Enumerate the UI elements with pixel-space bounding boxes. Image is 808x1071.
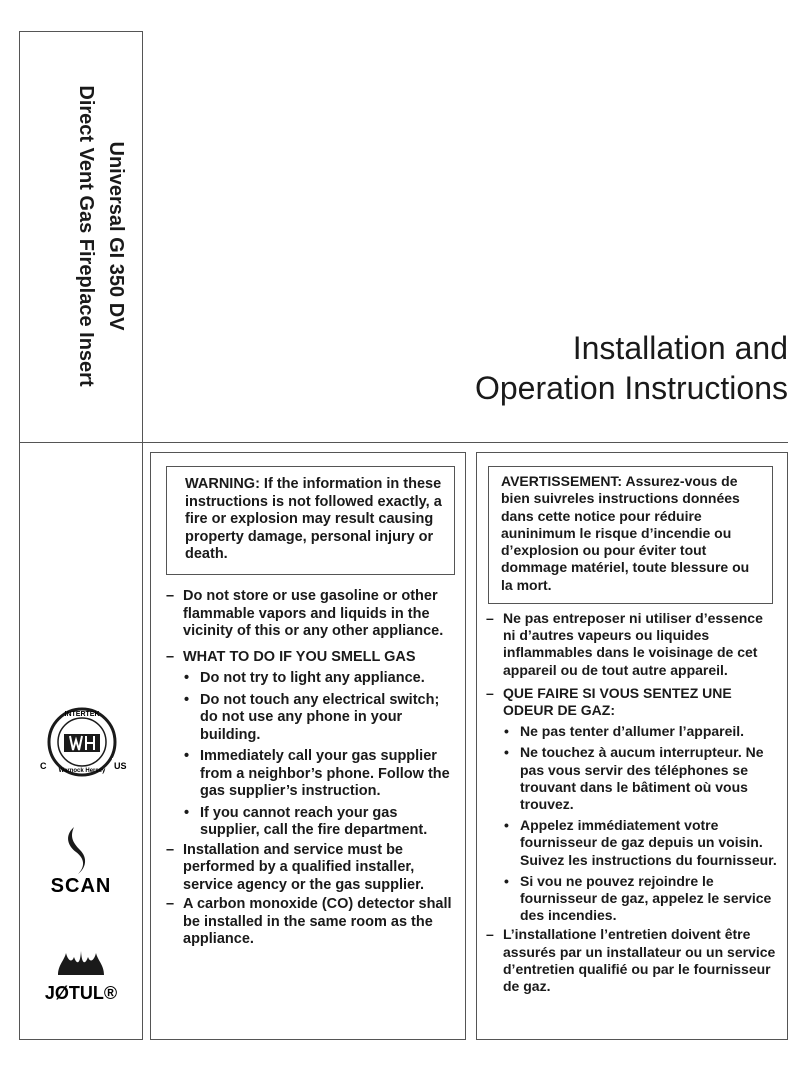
model-name: Universal GI 350 DV xyxy=(105,141,127,331)
bullet-item: • Ne pas tenter d’allumer l’appareil. xyxy=(504,723,745,740)
english-warning-box xyxy=(166,466,455,575)
bullet-text: Do not touch any electrical switch; do not use any phone in your building. xyxy=(200,691,440,743)
english-warning-text: WARNING: If the information in these instructions is not followed exactly, a fire or explosion may result causing property damage, personal injury or death. xyxy=(185,476,442,562)
list-item: – Installation and service must be performed by a qualified installer, service agency or the gas supplier. xyxy=(166,841,424,893)
english-item3-text: Installation and service must be performed by a qualified installer, service agency or the gas supplier. xyxy=(183,841,424,893)
bullet-item: • Do not try to light any appliance. xyxy=(184,670,425,686)
english-item1-text: Do not store or use gasoline or other flammable vapors and liquids in the vicinity of this or any other appliance. xyxy=(183,588,444,639)
list-item: – QUE FAIRE SI VOUS SENTEZ UNE ODEUR DE GAZ: xyxy=(486,684,732,719)
french-warning-text: AVERTISSEMENT: Assurez-vous de bien suivreles instructions données dans cette notice pour réduire auninimum le risque d’incendie ou d’explosion ou pour éviter tout dommage matériel, toute blessure ou la mort. xyxy=(501,473,750,593)
english-gas-bullets xyxy=(166,670,458,840)
page-title-line2: Operation Instructions xyxy=(474,370,788,406)
french-gas-heading: QUE FAIRE SI VOUS SENTEZ UNE ODEUR DE GAZ: xyxy=(503,684,732,719)
bullet-item: • Immediately call your gas supplier from a neighbor’s phone. Follow the gas supplier’s instruction. xyxy=(184,748,450,799)
cert-c-label: C xyxy=(40,761,47,771)
bullet-item: • Ne touchez à aucum interrupteur. Ne pas vous servir des téléphones se trouvant dans le bâtiment où vous trouvez. xyxy=(504,744,764,813)
bullet-item: • Appelez immédiatement votre fournisseur de gaz depuis un voisin. Suivez les instructions du fournisseur. xyxy=(504,817,777,868)
jotul-logo xyxy=(36,945,126,1005)
french-item3-text: L’installatione l’entretien doivent être assurés par un installateur ou un service d’entretien qualifié ou par le fournisseur de gaz. xyxy=(503,926,776,995)
model-description: Direct Vent Gas Fireplace Insert xyxy=(75,85,97,387)
model-title xyxy=(31,71,131,401)
bullet-text: Appelez immédiatement votre fournisseur de gaz depuis un voisin. Suivez les instructions du fournisseur. xyxy=(520,817,777,868)
intertek-logo xyxy=(36,700,128,780)
english-gas-heading: WHAT TO DO IF YOU SMELL GAS xyxy=(183,648,416,665)
bullet-item: • Do not touch any electrical switch; do not use any phone in your building. xyxy=(184,691,440,743)
french-item1-text: Ne pas entreposer ni utiliser d’essence ni d’autres vapeurs ou liquides inflammables dans le voisinage de cet appareil ou de tout autre appareil. xyxy=(503,610,763,678)
list-item: – WHAT TO DO IF YOU SMELL GAS xyxy=(166,648,416,665)
list-item: – Do not store or use gasoline or other flammable vapors and liquids in the vicinity of this or any other appliance. xyxy=(166,588,444,639)
warnock-hersey-label: Warnock Hersey xyxy=(58,768,106,774)
bullet-text: Ne touchez à aucum interrupteur. Ne pas vous servir des téléphones se trouvant dans le bâtiment où vous trouvez. xyxy=(520,744,764,813)
bullet-text: Ne pas tenter d’allumer l’appareil. xyxy=(520,723,745,740)
english-item4-text: A carbon monoxide (CO) detector shall be installed in the same room as the appliance. xyxy=(183,896,452,947)
scan-logo xyxy=(36,822,126,897)
french-warning-box xyxy=(488,466,773,604)
bullet-item: • If you cannot reach your gas supplier, call the fire department. xyxy=(184,804,428,838)
list-item: – L’installatione l’entretien doivent être assurés par un installateur ou un service d’entretien qualifié ou par le fournisseur de gaz. xyxy=(486,926,776,995)
page-title xyxy=(475,328,788,408)
french-gas-bullets xyxy=(486,723,778,924)
english-list xyxy=(166,588,458,949)
bullet-text: Si vou ne pouvez rejoindre le fournisseur de gaz, appelez le service des incendies. xyxy=(520,872,772,924)
bullet-item: • Si vou ne pouvez rejoindre le fournisseur de gaz, appelez le service des incendies. xyxy=(504,872,772,924)
bullet-text: Do not try to light any appliance. xyxy=(200,670,425,686)
scan-wordmark: SCAN xyxy=(50,875,112,897)
list-item: – A carbon monoxide (CO) detector shall be installed in the same room as the appliance. xyxy=(166,896,452,947)
jotul-wordmark: JØTUL® xyxy=(44,983,118,1003)
divider-line xyxy=(19,442,788,443)
bullet-text: If you cannot reach your gas supplier, call the fire department. xyxy=(200,804,428,838)
list-item: – Ne pas entreposer ni utiliser d’essence ni d’autres vapeurs ou liquides inflammables dans le voisinage de cet appareil ou de tout autre appareil. xyxy=(486,610,763,678)
bullet-text: Immediately call your gas supplier from a neighbor’s phone. Follow the gas supplier’s instruction. xyxy=(200,748,450,799)
french-list xyxy=(486,610,778,995)
cert-us-label: US xyxy=(114,761,127,771)
intertek-label: INTERTEK xyxy=(64,711,100,718)
page-title-line1: Installation and xyxy=(572,330,788,366)
